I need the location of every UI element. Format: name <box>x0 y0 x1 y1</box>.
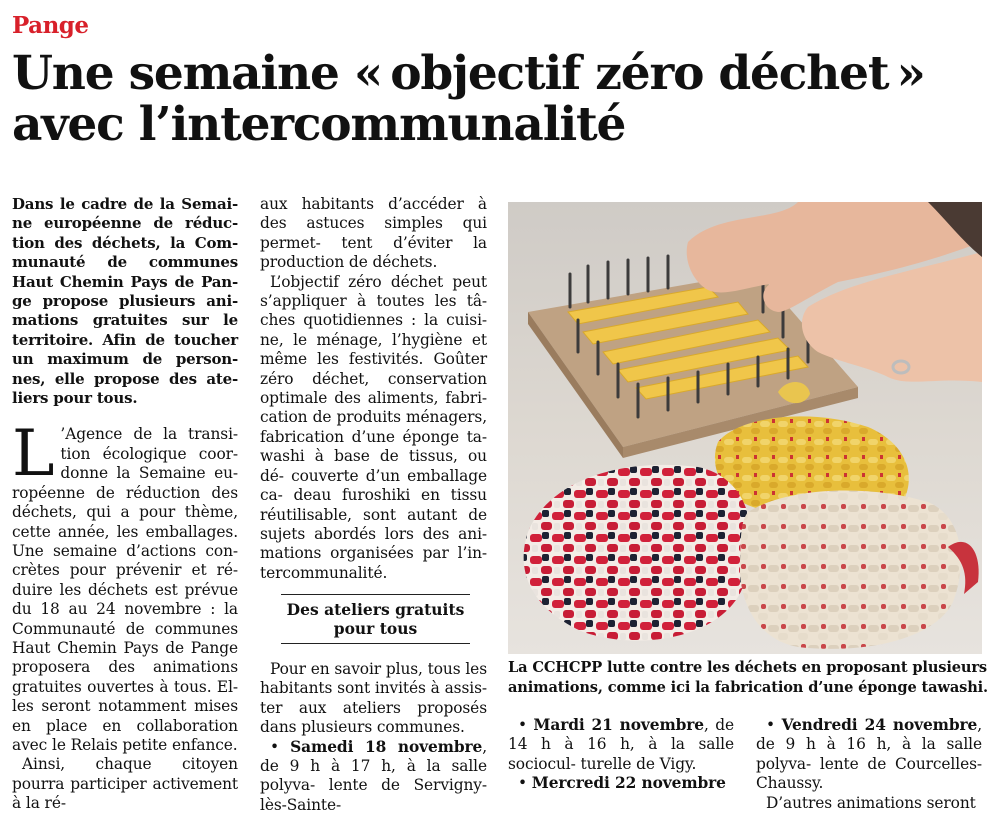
column-3 <box>508 716 734 794</box>
article-chapo: Dans le cadre de la Semai- ne européenne de réduc- tion des déchets, la Com- munauté de communes Haut Chemin Pays de Pan- ge propose plusieurs ani- mations gratuites sur le territoire. Afin de toucher un maximum de person- nes, elle propose des ate- liers pour tous. <box>12 195 238 408</box>
column-2 <box>260 195 487 583</box>
event-saturday: • Samedi 18 novembre, de 9 h à 17 h, à la salle polyva- lente de Servigny-lès-Sainte- <box>260 737 487 814</box>
event-friday: • Vendredi 24 novembre, de 9 h à 16 h, à la salle polyva- lente de Courcelles-Chaussy. <box>756 716 982 793</box>
event-tuesday: • Mardi 21 novembre, de 14 h à 16 h, à la salle sociocul- turelle de Vigy. <box>508 716 734 773</box>
tawashi-photo-illustration <box>508 202 982 654</box>
article-headline <box>12 48 992 150</box>
headline-line-2: avec l’intercommunalité <box>12 97 626 152</box>
photo-caption: La CCHCPP lutte contre les déchets en proposant plusieurs animations, comme ici la fabrication d’une éponge tawashi. <box>508 659 988 696</box>
event-wednesday: • Mercredi 22 novembre <box>518 774 726 793</box>
body-paragraph-more: D’autres animations seront <box>766 793 976 812</box>
body-paragraph-3: L’objectif zéro déchet peut s’appliquer à toutes les tâ- ches quotidiennes : la cuisi- ne, le ménage, l’hygiène et même les festivités. Goûter zéro déchet, conservation optimale des aliments, fabri- cation de produits ménagers, fabrication d’une éponge ta- washi à base de tissus, ou dé- couverte d’un emballage ca- deau furoshiki en tissu réutilisable, sont autant de sujets abordés lors des ani- mations organisées par l’in- tercommunalité. <box>260 272 487 582</box>
body-paragraph-2: aux habitants d’accéder à des astuces simples qui permet- tent d’éviter la production de déchets. <box>260 195 487 272</box>
column-4 <box>756 716 982 813</box>
column-1 <box>12 195 238 814</box>
section-kicker: Pange <box>12 12 89 39</box>
body-paragraph-1: L ’Agence de la transi- tion écologique coor- donne la Semaine eu- ropéenne de réduction des déchets, qui a pour thème, cette année, les emballages. Une semaine d’actions con- crètes pour prévenir et ré- duire les déchets est prévue du 18 au 24 novembre : la Communauté de communes Haut Chemin Pays de Pange proposera des animations gratuites ouvertes à tous. El- les seront notamment mises en place en collaboration avec le Relais petite enfance. <box>12 417 238 754</box>
column-2-lower <box>260 660 487 815</box>
body-paragraph-ainsi: Ainsi, chaque citoyen pourra participer activement à la ré- <box>12 755 238 813</box>
article-photo <box>508 202 982 654</box>
drop-cap: L <box>12 417 55 492</box>
body-paragraph-4: Pour en savoir plus, tous les habitants sont invités à assis- ter aux ateliers proposés dans plusieurs communes. <box>260 660 487 737</box>
headline-line-1: Une semaine « objectif zéro déchet » <box>12 46 925 101</box>
section-subhead: Des ateliers gratuits pour tous <box>281 594 470 644</box>
